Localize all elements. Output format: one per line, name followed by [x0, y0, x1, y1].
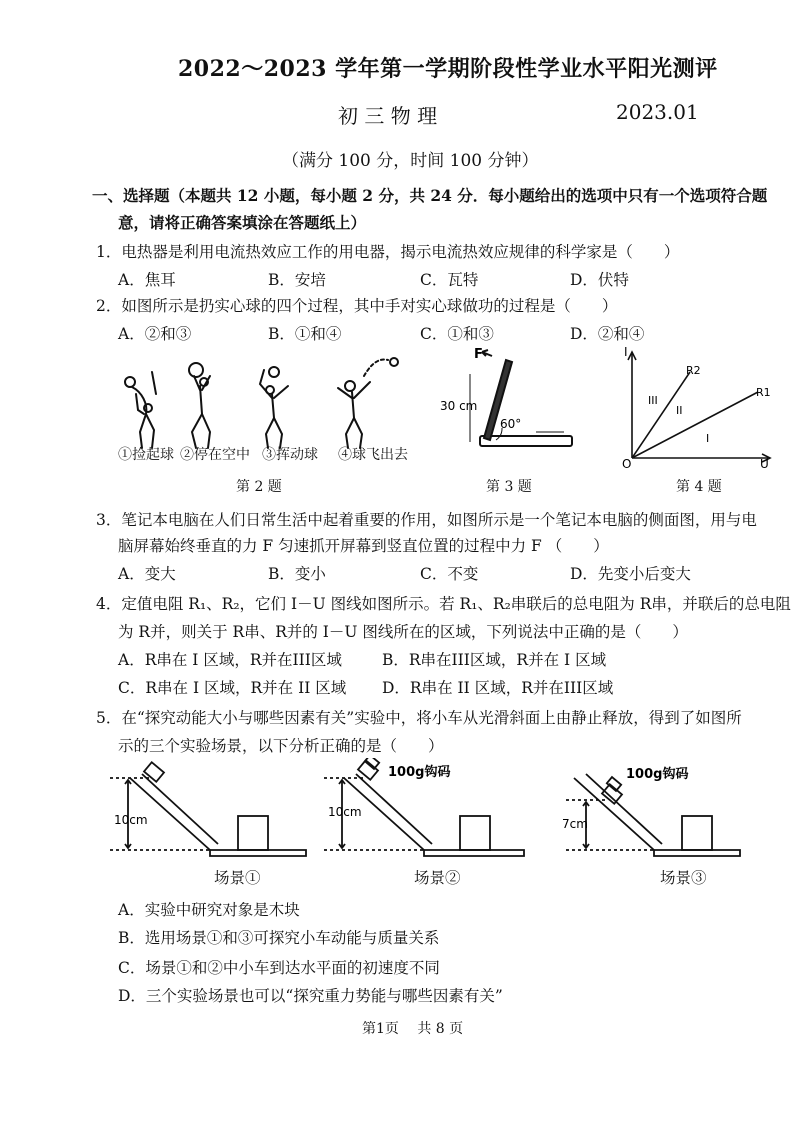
q4-stem-line2: 为 R并，则关于 R串、R并的 I－U 图线所在的区域，下列说法中正确的是（ ）	[118, 623, 688, 641]
scene-2-height: 10cm	[328, 805, 362, 819]
fig2-label-3: ③挥动球	[262, 447, 318, 463]
laptop-base-icon	[480, 436, 572, 446]
q5-option-c: C．场景①和②中小车到达水平面的初速度不同	[118, 959, 440, 977]
scene-3-weight-label: 100g钩码	[626, 767, 689, 782]
figure-4-iu-graph	[618, 346, 778, 470]
q2-option-b: B．①和④	[268, 325, 342, 343]
fig4-caption: 第 4 题	[676, 479, 722, 495]
fig4-region-2: II	[676, 404, 683, 417]
stick-figure-3-icon	[260, 367, 288, 448]
q3-option-c: C．不变	[420, 565, 479, 583]
q4-option-b: B．R串在III区域，R并在 I 区域	[382, 651, 607, 669]
q4-option-a: A．R串在 I 区域，R并在III区域	[118, 651, 342, 669]
scene-3-block-icon	[682, 816, 712, 850]
q2-option-a: A．②和③	[118, 325, 192, 343]
q5-stem-line1: 5．在“探究动能大小与哪些因素有关”实验中，将小车从光滑斜面上由静止释放，得到了如图所	[96, 709, 742, 727]
q2-stem: 2．如图所示是扔实心球的四个过程，其中手对实心球做功的过程是（ ）	[96, 297, 618, 315]
q3-stem-line2: 脑屏幕始终垂直的力 F 匀速抓开屏幕到竖直位置的过程中力 F （ ）	[118, 537, 609, 555]
scene-3-weight-icon	[607, 777, 621, 791]
fig4-region-1: I	[706, 432, 710, 445]
fig3-angle-label: 60°	[500, 417, 522, 431]
scene-3-ramp	[566, 774, 740, 856]
q1-option-a: A．焦耳	[118, 271, 176, 289]
section-heading-line1: 一、选择题（本题共 12 小题，每小题 2 分，共 24 分．每小题给出的选项中只有一个选项符合题	[92, 186, 768, 205]
fig4-axis-i: I	[624, 346, 628, 359]
stick-figure-2-icon	[189, 363, 210, 448]
fig4-axis-u: U	[760, 457, 769, 470]
section-heading-line2: 意，请将正确答案填涂在答题纸上）	[118, 213, 367, 232]
fig2-caption: 第 2 题	[236, 479, 282, 495]
stick-figure-4-icon	[338, 358, 398, 448]
fig4-origin: O	[622, 457, 632, 470]
exam-date: 2023.01	[616, 100, 699, 124]
fig3-length-label: 30 cm	[440, 399, 478, 413]
q1-option-c: C．瓦特	[420, 271, 479, 289]
scene-1-block-icon	[238, 816, 268, 850]
q5-option-b: B．选用场景①和③可探究小车动能与质量关系	[118, 929, 440, 947]
scene-1-height: 10cm	[114, 813, 148, 827]
stick-figure-1-icon	[125, 372, 156, 448]
scene-3-height: 7cm	[562, 817, 588, 831]
scene-2-weight-label: 100g钩码	[388, 765, 451, 780]
fig2-label-2: ②停在空中	[180, 447, 250, 463]
scene-2-weight-icon	[365, 758, 379, 769]
figure-5-scenes	[110, 758, 750, 868]
scene-1-ramp	[110, 762, 306, 856]
scene-2-block-icon	[460, 816, 490, 850]
q1-option-b: B．安培	[268, 271, 326, 289]
q2-option-c: C．①和③	[420, 325, 494, 343]
q3-option-a: A．变大	[118, 565, 176, 583]
q4-option-d: D．R串在 II 区域，R并在III区域	[382, 679, 614, 697]
q2-option-d: D．②和④	[570, 325, 645, 343]
q3-option-d: D．先变小后变大	[570, 565, 691, 583]
score-time: （满分 100 分，时间 100 分钟）	[282, 151, 539, 171]
fig4-r1-label: R1	[756, 386, 771, 399]
q3-stem-line1: 3．笔记本电脑在人们日常生活中起着重要的作用，如图所示是一个笔记本电脑的侧面图，用与电	[96, 511, 757, 529]
scene-3-label: 场景③	[660, 869, 707, 887]
exam-title: 2022～2023 学年第一学期阶段性学业水平阳光测评	[178, 56, 718, 82]
q1-stem: 1．电热器是利用电流热效应工作的用电器，揭示电流热效应规律的科学家是（ ）	[96, 243, 680, 261]
fig3-force-label: F	[474, 347, 483, 362]
fig4-r2-label: R2	[686, 364, 701, 377]
q5-option-a: A．实验中研究对象是木块	[118, 901, 300, 919]
figure-3-laptop	[440, 344, 590, 454]
scene-2-label: 场景②	[414, 869, 461, 887]
fig3-caption: 第 3 题	[486, 479, 532, 495]
scene-1-label: 场景①	[214, 869, 261, 887]
q5-stem-line2: 示的三个实验场景，以下分析正确的是（ ）	[118, 737, 444, 755]
fig4-region-3: III	[648, 394, 658, 407]
grade-subject: 初 三 物 理	[338, 104, 438, 128]
fig2-label-1: ①捡起球	[118, 447, 174, 463]
fig2-label-4: ④球飞出去	[338, 447, 408, 463]
q1-option-d: D．伏特	[570, 271, 629, 289]
q4-stem-line1: 4．定值电阻 R₁、R₂，它们 I－U 图线如图所示。若 R₁、R₂串联后的总电阻为 R串，并联后的总电阻	[96, 595, 791, 613]
q5-option-d: D．三个实验场景也可以“探究重力势能与哪些因素有关”	[118, 987, 503, 1005]
q3-option-b: B．变小	[268, 565, 326, 583]
page-footer: 第1页 共 8 页	[362, 1021, 464, 1037]
q4-option-c: C．R串在 I 区域，R并在 II 区域	[118, 679, 347, 697]
